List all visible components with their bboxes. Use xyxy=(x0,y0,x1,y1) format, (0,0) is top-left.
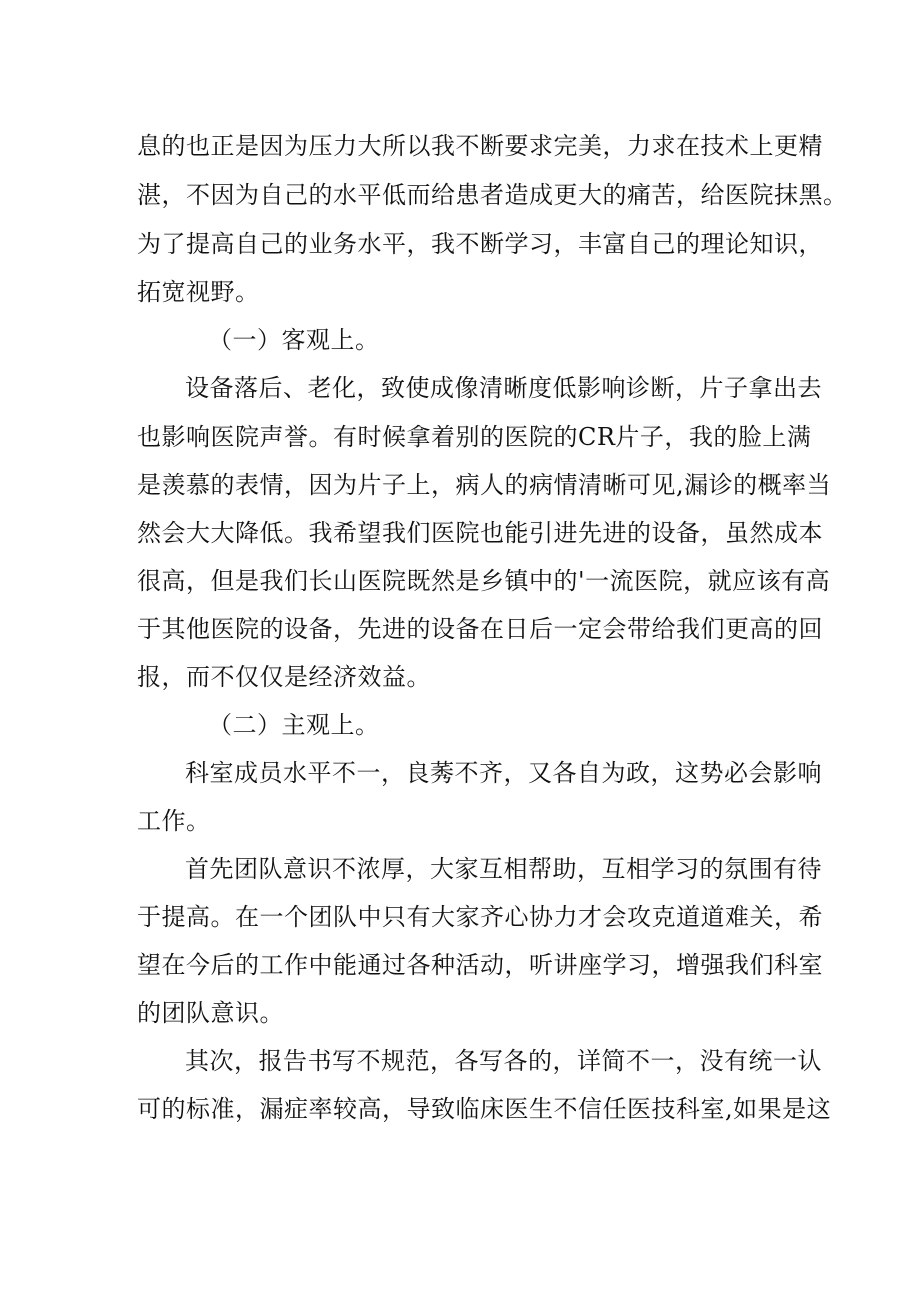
text-line: 可的标准，漏症率较高，导致临床医生不信任医技科室,如果是这 xyxy=(137,1095,832,1123)
text-line: 湛，不因为自己的水平低而给患者造成更大的痛苦，给医院抹黑。 xyxy=(137,181,848,209)
text-line: 设备落后、老化，致使成像清晰度低影响诊断，片子拿出去 xyxy=(185,374,822,402)
text-line: 首先团队意识不浓厚，大家互相帮助，互相学习的氛围有待 xyxy=(185,855,822,883)
text-line: 为了提高自己的业务水平，我不断学习，丰富自己的理论知识， xyxy=(137,230,823,258)
text-line: 科室成员水平不一，良莠不齐，又各自为政，这势必会影响 xyxy=(185,759,822,787)
text-line: 然会大大降低。我希望我们医院也能引进先进的设备，虽然成本 xyxy=(137,519,823,547)
text-line: 是羡慕的表情，因为片子上，病人的病情清晰可见,漏诊的概率当 xyxy=(137,471,832,499)
section-heading: （一）客观上。 xyxy=(208,326,380,354)
text-line: 很高，但是我们长山医院既然是乡镇中的'一流医院，就应该有高 xyxy=(137,567,831,595)
text-line: 其次，报告书写不规范，各写各的，详简不一，没有统一认 xyxy=(185,1047,822,1075)
text-line: 的团队意识。 xyxy=(137,999,284,1027)
section-heading: （二）主观上。 xyxy=(208,711,380,739)
text-line: 于其他医院的设备，先进的设备在日后一定会带给我们更高的回 xyxy=(137,615,823,643)
text-line: 于提高。在一个团队中只有大家齐心协力才会攻克道道难关，希 xyxy=(137,903,823,931)
text-line: 拓宽视野。 xyxy=(137,278,260,306)
text-line: 也影响医院声誉。有时候拿着别的医院的CR片子，我的脸上满 xyxy=(137,423,812,451)
text-line: 望在今后的工作中能通过各种活动，听讲座学习，增强我们科室 xyxy=(137,951,823,979)
text-line: 报，而不仅仅是经济效益。 xyxy=(137,663,431,691)
text-line: 工作。 xyxy=(137,807,211,835)
text-line: 息的也正是因为压力大所以我不断要求完美，力求在技术上更精 xyxy=(137,132,823,160)
